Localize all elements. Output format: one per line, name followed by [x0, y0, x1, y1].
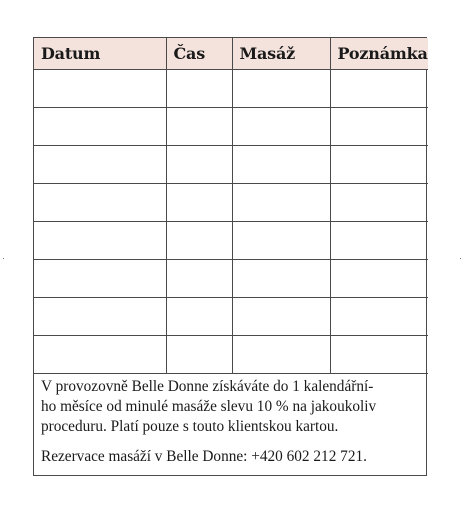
date-cell [34, 108, 166, 146]
date-cell [34, 184, 166, 222]
time-cell [166, 70, 232, 108]
time-cell [166, 146, 232, 184]
note-cell [330, 184, 428, 222]
massage-cell [232, 222, 330, 260]
time-cell [166, 298, 232, 336]
massage-cell [232, 298, 330, 336]
table-row [34, 70, 428, 108]
time-cell [166, 222, 232, 260]
table-row [34, 336, 428, 374]
date-cell [34, 260, 166, 298]
date-cell [34, 298, 166, 336]
client-card [33, 37, 427, 476]
crop-mark [3, 258, 4, 259]
discount-line: ho měsíce od minulé masáže slevu 10 % na jakoukoliv [41, 398, 377, 415]
note-cell [330, 336, 428, 374]
column-header-massage: Masáž [232, 38, 330, 70]
reservation-text: Rezervace masáží v Belle Donne: +420 602 212 721. [41, 448, 367, 465]
note-cell [330, 298, 428, 336]
date-cell [34, 146, 166, 184]
table-row [34, 298, 428, 336]
massage-cell [232, 336, 330, 374]
time-cell [166, 184, 232, 222]
table-row [34, 146, 428, 184]
crop-mark [460, 258, 461, 259]
table-header-row [34, 38, 428, 70]
discount-text [41, 377, 419, 437]
date-cell [34, 336, 166, 374]
table-row [34, 222, 428, 260]
massage-cell [232, 108, 330, 146]
table-row [34, 260, 428, 298]
time-cell [166, 260, 232, 298]
note-cell [330, 222, 428, 260]
visit-log-table [34, 38, 428, 374]
table-row [34, 184, 428, 222]
massage-cell [232, 260, 330, 298]
discount-note [41, 377, 419, 467]
note-cell [330, 108, 428, 146]
time-cell [166, 336, 232, 374]
time-cell [166, 108, 232, 146]
massage-cell [232, 184, 330, 222]
note-cell [330, 70, 428, 108]
massage-cell [232, 70, 330, 108]
note-cell [330, 260, 428, 298]
date-cell [34, 70, 166, 108]
discount-line: V provozovně Belle Donne získáváte do 1 kalendářní- [41, 378, 374, 395]
date-cell [34, 222, 166, 260]
note-cell [330, 146, 428, 184]
column-header-date: Datum [34, 38, 166, 70]
table-row [34, 108, 428, 146]
discount-line: proceduru. Platí pouze s touto klientskou kartou. [41, 418, 339, 435]
massage-cell [232, 146, 330, 184]
column-header-time: Čas [166, 38, 232, 70]
column-header-note: Poznámka [330, 38, 428, 70]
